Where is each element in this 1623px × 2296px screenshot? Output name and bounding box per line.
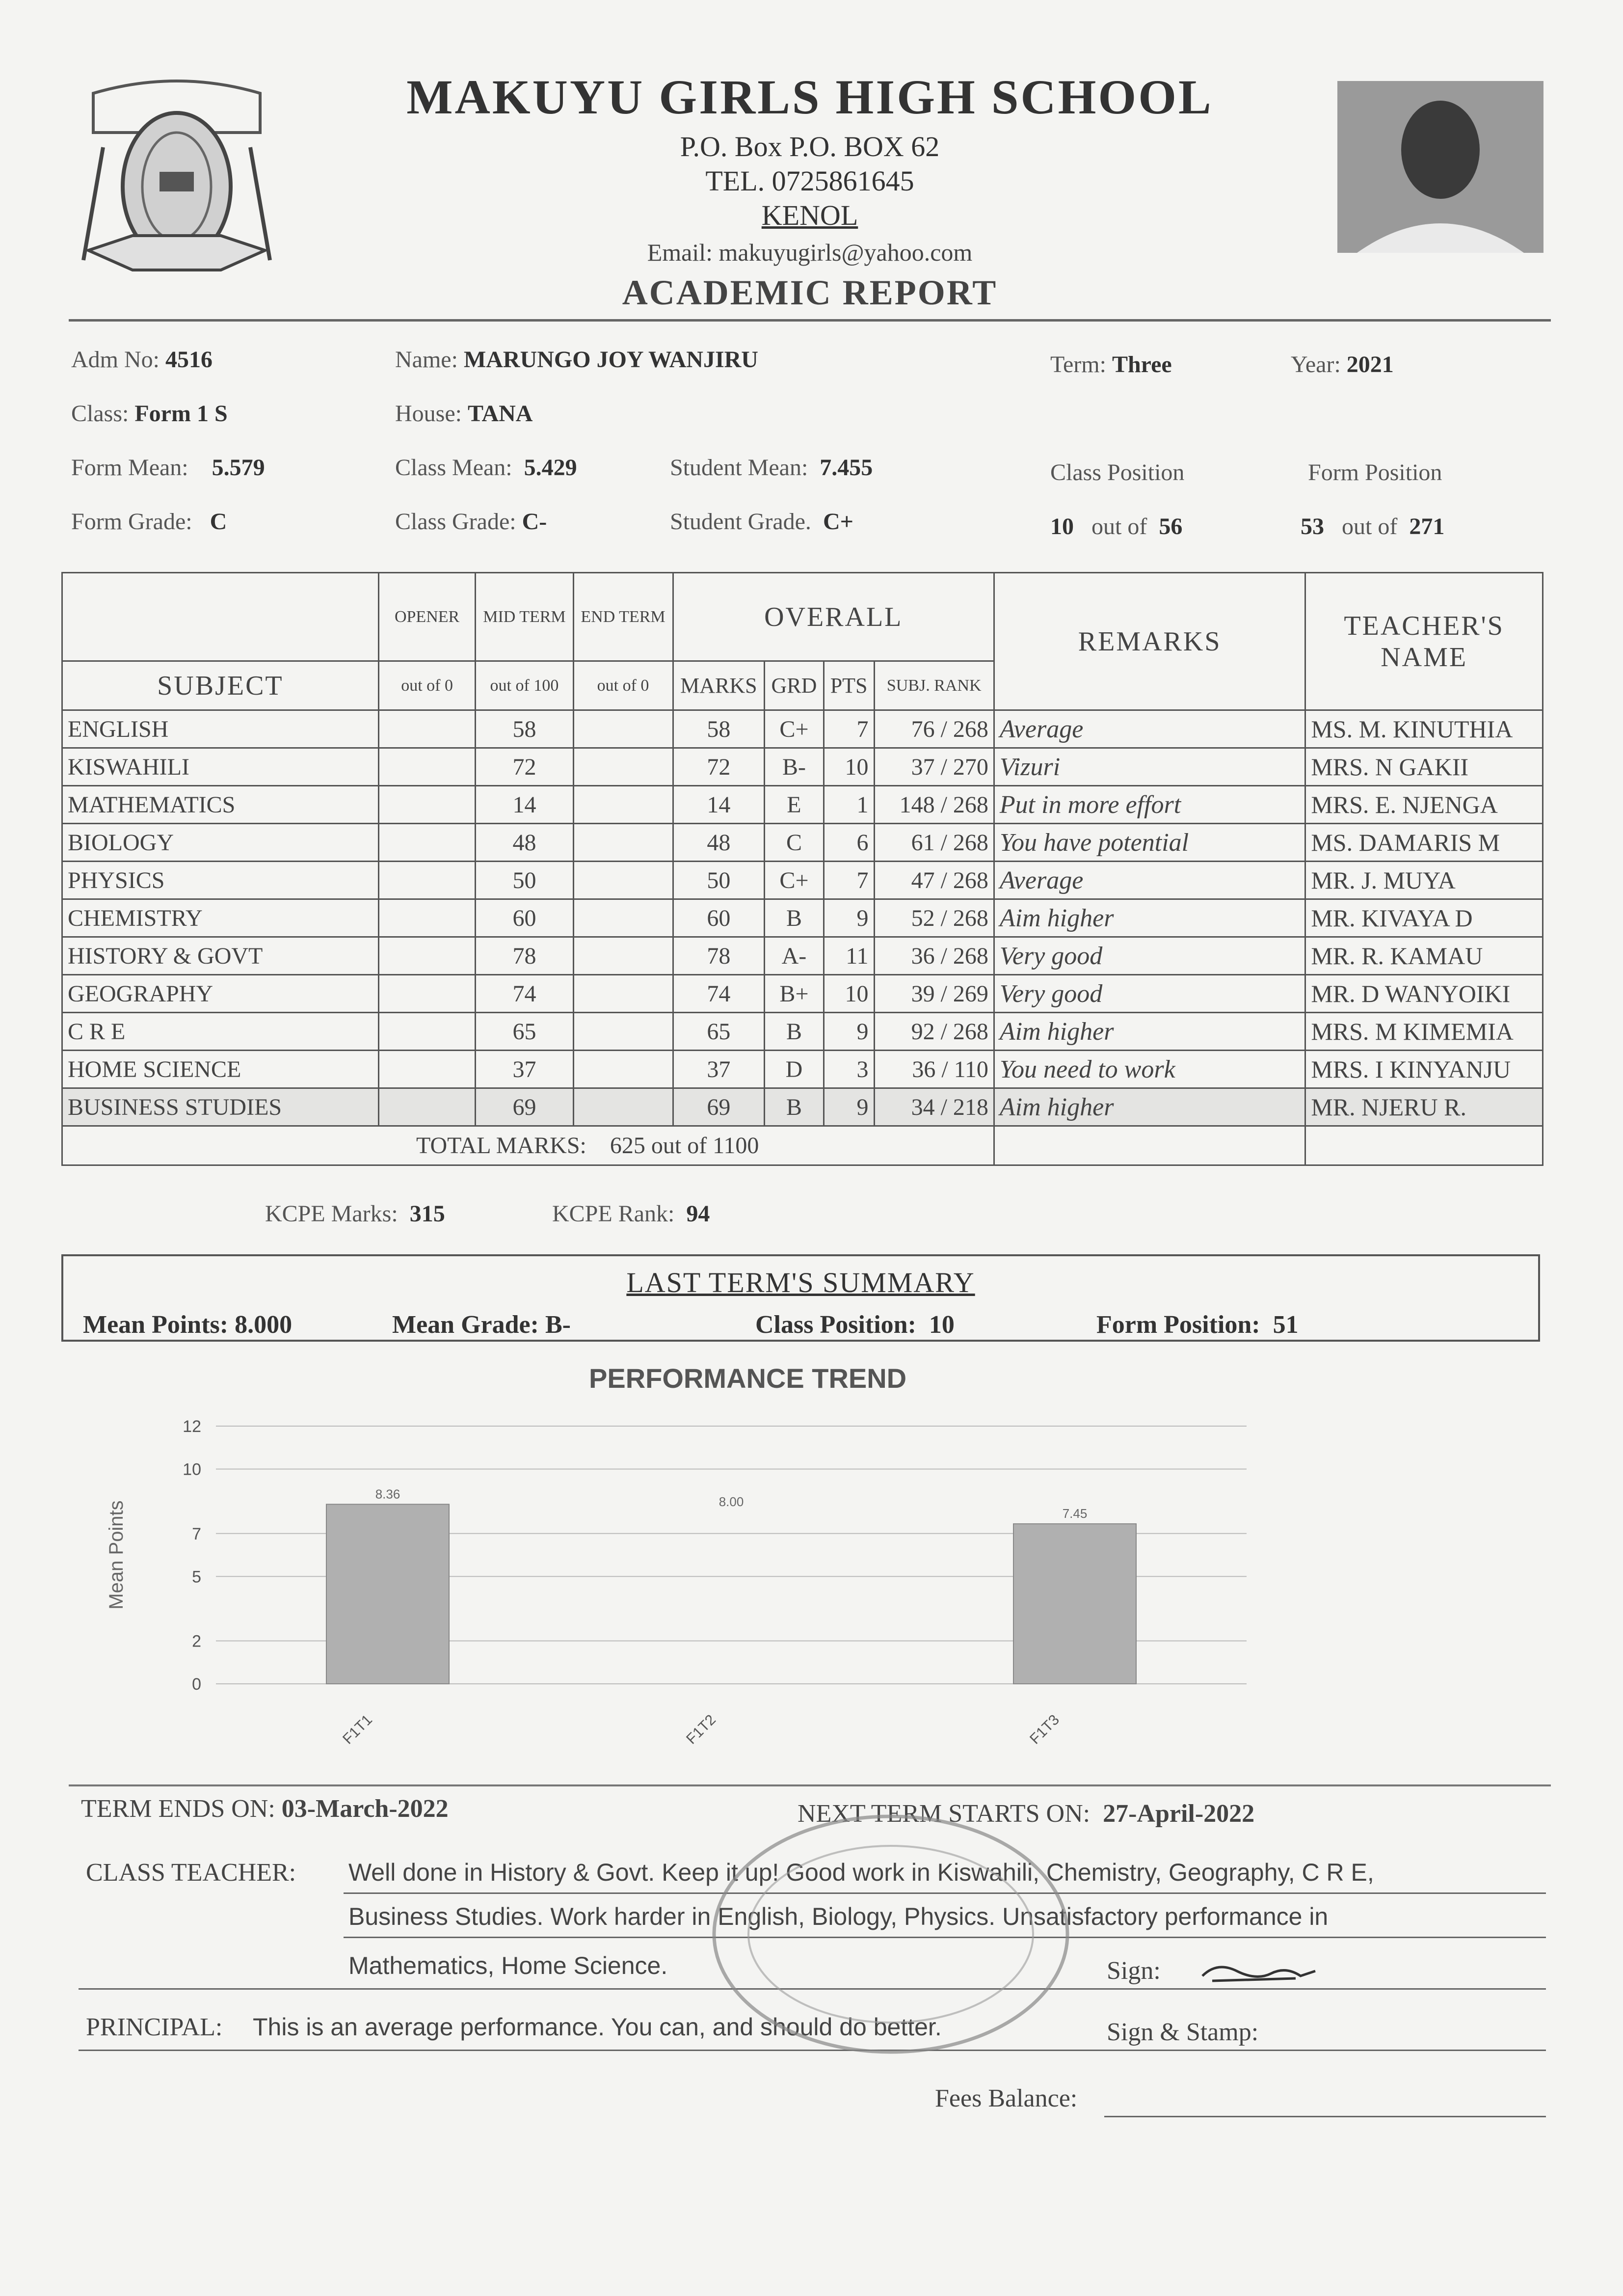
- mid-term-cell: 60: [476, 899, 573, 937]
- teacher-cell: MR. NJERU R.: [1305, 1088, 1543, 1126]
- student-mean-field: Student Mean: 7.455: [670, 455, 873, 481]
- subject-cell: CHEMISTRY: [62, 899, 379, 937]
- teacher-cell: MS. DAMARIS M: [1305, 824, 1543, 862]
- subject-cell: KISWAHILI: [62, 748, 379, 786]
- y-tick-label: 5: [192, 1567, 201, 1587]
- teacher-cell: MR. J. MUYA: [1305, 862, 1543, 899]
- last-term-title: LAST TERM'S SUMMARY: [626, 1267, 975, 1298]
- school-stamp: [702, 1807, 1080, 2062]
- opener-cell: [378, 937, 476, 975]
- last-mean-grade: Mean Grade: B-: [392, 1311, 571, 1339]
- y-tick-label: 7: [192, 1524, 201, 1543]
- opener-cell: [378, 862, 476, 899]
- sign-stamp-label: Sign & Stamp:: [1107, 2018, 1259, 2046]
- table-row: [62, 748, 1543, 786]
- class-field: Class: Form 1 S: [71, 401, 228, 427]
- remark-cell: Average: [994, 862, 1305, 899]
- last-mean-points: Mean Points: 8.000: [83, 1311, 293, 1339]
- points-cell: 9: [824, 1088, 874, 1126]
- rank-cell: 47 / 268: [874, 862, 994, 899]
- remarks-header: REMARKS: [994, 573, 1305, 710]
- marks-cell: 78: [673, 937, 765, 975]
- end-term-cell: [573, 748, 673, 786]
- mid-term-cell: 65: [476, 1013, 573, 1051]
- marks-cell: 48: [673, 824, 765, 862]
- subject-cell: ENGLISH: [62, 710, 379, 748]
- name-field: Name: MARUNGO JOY WANJIRU: [395, 347, 758, 373]
- grade-cell: B: [765, 1013, 824, 1051]
- mid-term-cell: 58: [476, 710, 573, 748]
- opener-cell: [378, 1051, 476, 1088]
- remark-cell: Average: [994, 710, 1305, 748]
- end-term-cell: [573, 1013, 673, 1051]
- table-row: [62, 1088, 1543, 1126]
- signature: [1197, 1956, 1325, 1996]
- points-header: PTS: [824, 661, 874, 710]
- house-field: House: TANA: [395, 401, 533, 427]
- student-grade-field: Student Grade. C+: [670, 509, 853, 535]
- subject-cell: BIOLOGY: [62, 824, 379, 862]
- opener-cell: [378, 786, 476, 824]
- end-term-cell: [573, 1088, 673, 1126]
- opener-cell: [378, 899, 476, 937]
- marks-header: MARKS: [673, 661, 765, 710]
- end-term-cell: [573, 786, 673, 824]
- rank-cell: 52 / 268: [874, 899, 994, 937]
- class-position-value: 10 out of 56: [1050, 513, 1183, 540]
- marks-cell: 65: [673, 1013, 765, 1051]
- table-row: [62, 1013, 1543, 1051]
- grade-cell: D: [765, 1051, 824, 1088]
- subject-cell: GEOGRAPHY: [62, 975, 379, 1013]
- bar: [326, 1504, 449, 1684]
- remark-cell: Aim higher: [994, 1013, 1305, 1051]
- mid-term-cell: 78: [476, 937, 573, 975]
- mid-outof: out of 100: [476, 661, 573, 710]
- marks-cell: 72: [673, 748, 765, 786]
- class-teacher-comment-1: Well done in History & Govt. Keep it up! Good work in Kiswahili, Chemistry, Geography, C R E,: [348, 1859, 1374, 1886]
- form-grade-field: Form Grade: C: [71, 509, 227, 535]
- teacher-cell: MS. M. KINUTHIA: [1305, 710, 1543, 748]
- school-address: P.O. Box P.O. BOX 62: [680, 131, 940, 162]
- subject-cell: C R E: [62, 1013, 379, 1051]
- next-term: NEXT TERM STARTS ON: 27-April-2022: [798, 1800, 1255, 1828]
- mid-term-cell: 50: [476, 862, 573, 899]
- rank-cell: 36 / 110: [874, 1051, 994, 1088]
- table-row: [62, 975, 1543, 1013]
- chart-title: PERFORMANCE TREND: [589, 1363, 907, 1394]
- mid-term-cell: 48: [476, 824, 573, 862]
- end-outof: out of 0: [573, 661, 673, 710]
- subject-header: SUBJECT: [62, 661, 379, 710]
- end-term-cell: [573, 937, 673, 975]
- points-cell: 1: [824, 786, 874, 824]
- end-term-cell: [573, 975, 673, 1013]
- marks-table: [61, 572, 1543, 1166]
- school-town: KENOL: [761, 199, 858, 231]
- bar: [1013, 1524, 1136, 1684]
- teacher-cell: MR. KIVAYA D: [1305, 899, 1543, 937]
- grade-cell: B: [765, 899, 824, 937]
- end-term-cell: [573, 1051, 673, 1088]
- mid-term-cell: 72: [476, 748, 573, 786]
- marks-cell: 14: [673, 786, 765, 824]
- points-cell: 7: [824, 862, 874, 899]
- marks-cell: 50: [673, 862, 765, 899]
- subject-cell: BUSINESS STUDIES: [62, 1088, 379, 1126]
- header-divider: [69, 319, 1551, 322]
- teacher-cell: MRS. E. NJENGA: [1305, 786, 1543, 824]
- points-cell: 9: [824, 899, 874, 937]
- y-axis-label: Mean Points: [106, 1500, 127, 1610]
- end-term-cell: [573, 710, 673, 748]
- subject-cell: HOME SCIENCE: [62, 1051, 379, 1088]
- points-cell: 10: [824, 975, 874, 1013]
- opener-cell: [378, 710, 476, 748]
- year-field: Year: 2021: [1291, 351, 1394, 378]
- x-tick-label: F1T3: [1027, 1711, 1063, 1748]
- teacher-cell: MRS. M KIMEMIA: [1305, 1013, 1543, 1051]
- sign-label: Sign:: [1107, 1957, 1161, 1985]
- fees-balance-line: [1104, 2116, 1546, 2117]
- end-term-cell: [573, 862, 673, 899]
- marks-cell: 58: [673, 710, 765, 748]
- opener-cell: [378, 975, 476, 1013]
- remark-cell: You need to work: [994, 1051, 1305, 1088]
- principal-label: PRINCIPAL:: [86, 2013, 223, 2041]
- school-tel: TEL. 0725861645: [705, 165, 914, 197]
- table-row: [62, 710, 1543, 748]
- grade-cell: A-: [765, 937, 824, 975]
- end-term-cell: [573, 899, 673, 937]
- term-field: Term: Three: [1050, 351, 1172, 378]
- school-logo: [74, 74, 280, 290]
- grade-cell: C+: [765, 710, 824, 748]
- remark-cell: Very good: [994, 937, 1305, 975]
- end-term-header: END TERM: [573, 573, 673, 661]
- y-tick-label: 10: [183, 1460, 201, 1479]
- school-email: Email: makuyugirls@yahoo.com: [647, 239, 973, 266]
- class-grade-field: Class Grade: C-: [395, 509, 547, 535]
- class-teacher-comment-3: Mathematics, Home Science.: [348, 1952, 668, 1979]
- mid-term-cell: 37: [476, 1051, 573, 1088]
- teacher-name-header: TEACHER'S NAME: [1305, 573, 1543, 710]
- last-form-position: Form Position: 51: [1096, 1311, 1299, 1339]
- teacher-cell: MR. D WANYOIKI: [1305, 975, 1543, 1013]
- marks-cell: 37: [673, 1051, 765, 1088]
- points-cell: 11: [824, 937, 874, 975]
- mid-term-cell: 69: [476, 1088, 573, 1126]
- opener-cell: [378, 1088, 476, 1126]
- remark-cell: Aim higher: [994, 1088, 1305, 1126]
- rank-cell: 36 / 268: [874, 937, 994, 975]
- mid-term-cell: 74: [476, 975, 573, 1013]
- grade-cell: C+: [765, 862, 824, 899]
- rank-cell: 61 / 268: [874, 824, 994, 862]
- class-mean-field: Class Mean: 5.429: [395, 455, 577, 481]
- rank-cell: 76 / 268: [874, 710, 994, 748]
- remark-cell: Put in more effort: [994, 786, 1305, 824]
- grade-cell: B-: [765, 748, 824, 786]
- subj-rank-header: SUBJ. RANK: [874, 661, 994, 710]
- data-label: 8.00: [718, 1494, 744, 1509]
- rank-cell: 92 / 268: [874, 1013, 994, 1051]
- subject-cell: MATHEMATICS: [62, 786, 379, 824]
- last-term-summary: [61, 1254, 1540, 1342]
- x-tick-label: F1T1: [340, 1711, 375, 1748]
- points-cell: 9: [824, 1013, 874, 1051]
- term-ends: TERM ENDS ON: 03-March-2022: [81, 1795, 449, 1823]
- grade-cell: E: [765, 786, 824, 824]
- class-teacher-label: CLASS TEACHER:: [86, 1859, 296, 1887]
- kcpe-marks: KCPE Marks: 315: [265, 1201, 445, 1227]
- marks-cell: 60: [673, 899, 765, 937]
- opener-outof: out of 0: [378, 661, 476, 710]
- class-teacher-comment-2: Business Studies. Work harder in English, Biology, Physics. Unsatisfactory performance in: [348, 1903, 1329, 1930]
- y-tick-label: 12: [183, 1417, 201, 1436]
- table-row: [62, 937, 1543, 975]
- table-row: [62, 899, 1543, 937]
- last-class-position: Class Position: 10: [755, 1311, 955, 1339]
- remark-cell: Vizuri: [994, 748, 1305, 786]
- rank-cell: 39 / 269: [874, 975, 994, 1013]
- performance-chart: [88, 1404, 1266, 1748]
- opener-cell: [378, 1013, 476, 1051]
- total-marks: TOTAL MARKS: 625 out of 1100: [62, 1126, 994, 1165]
- rank-cell: 34 / 218: [874, 1088, 994, 1126]
- remark-cell: Aim higher: [994, 899, 1305, 937]
- overall-header: OVERALL: [673, 573, 994, 661]
- remark-cell: Very good: [994, 975, 1305, 1013]
- table-row: [62, 786, 1543, 824]
- mid-term-header: MID TERM: [476, 573, 573, 661]
- end-term-cell: [573, 824, 673, 862]
- grade-cell: B: [765, 1088, 824, 1126]
- opener-cell: [378, 824, 476, 862]
- mid-term-cell: 14: [476, 786, 573, 824]
- points-cell: 10: [824, 748, 874, 786]
- report-title: ACADEMIC REPORT: [622, 273, 998, 312]
- rank-cell: 148 / 268: [874, 786, 994, 824]
- grade-cell: C: [765, 824, 824, 862]
- remark-cell: You have potential: [994, 824, 1305, 862]
- table-row: [62, 1051, 1543, 1088]
- principal-comment: This is an average performance. You can, and should do better.: [253, 2013, 942, 2041]
- points-cell: 6: [824, 824, 874, 862]
- grade-header: GRD: [765, 661, 824, 710]
- school-name: MAKUYU GIRLS HIGH SCHOOL: [406, 70, 1213, 124]
- points-cell: 7: [824, 710, 874, 748]
- teacher-cell: MR. R. KAMAU: [1305, 937, 1543, 975]
- subject-cell: HISTORY & GOVT: [62, 937, 379, 975]
- marks-cell: 74: [673, 975, 765, 1013]
- x-tick-label: F1T2: [683, 1711, 719, 1748]
- teacher-cell: MRS. N GAKII: [1305, 748, 1543, 786]
- opener-cell: [378, 748, 476, 786]
- grade-cell: B+: [765, 975, 824, 1013]
- marks-cell: 69: [673, 1088, 765, 1126]
- fees-balance-label: Fees Balance:: [935, 2084, 1078, 2112]
- rank-cell: 37 / 270: [874, 748, 994, 786]
- y-tick-label: 2: [192, 1632, 201, 1651]
- data-label: 8.36: [375, 1486, 400, 1502]
- opener-header: OPENER: [378, 573, 476, 661]
- data-label: 7.45: [1062, 1506, 1088, 1521]
- kcpe-rank: KCPE Rank: 94: [552, 1201, 710, 1227]
- student-photo: [1337, 81, 1543, 253]
- subject-cell: PHYSICS: [62, 862, 379, 899]
- form-position-value: 53 out of 271: [1301, 513, 1445, 540]
- class-position-label: Class Position: [1050, 459, 1185, 486]
- form-mean-field: Form Mean: 5.579: [71, 455, 265, 481]
- table-row: [62, 862, 1543, 899]
- teacher-cell: MRS. I KINYANJU: [1305, 1051, 1543, 1088]
- points-cell: 3: [824, 1051, 874, 1088]
- adm-field: Adm No: 4516: [71, 347, 213, 373]
- y-tick-label: 0: [192, 1675, 201, 1694]
- form-position-label: Form Position: [1308, 459, 1442, 486]
- table-row: [62, 824, 1543, 862]
